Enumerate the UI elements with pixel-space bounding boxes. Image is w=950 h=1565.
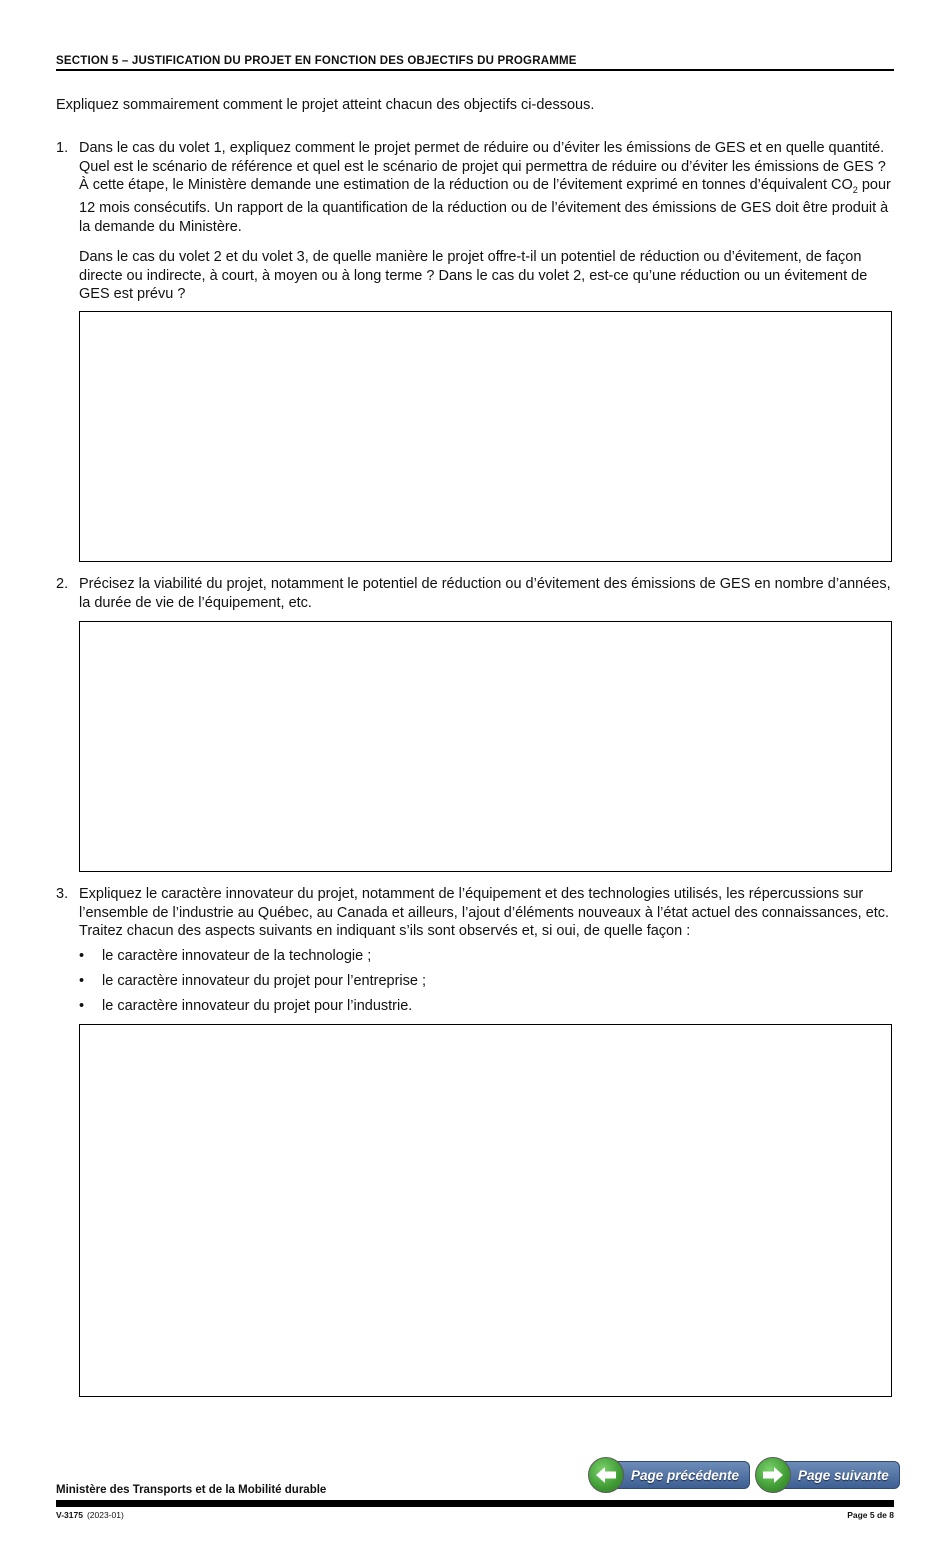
form-code: V-3175 (2023-01) bbox=[56, 1510, 124, 1520]
arrow-left-icon bbox=[588, 1457, 624, 1493]
answer-field-question-3[interactable] bbox=[79, 1024, 892, 1397]
footer-divider bbox=[56, 1500, 894, 1507]
next-page-button[interactable] bbox=[755, 1458, 900, 1492]
page-number: Page 5 de 8 bbox=[847, 1510, 894, 1520]
previous-page-button[interactable] bbox=[588, 1458, 750, 1492]
bullet-icon: • bbox=[79, 997, 85, 1014]
previous-page-label: Page précédente bbox=[606, 1461, 750, 1489]
question-3-aspect-list bbox=[79, 947, 896, 1016]
list-item: • le caractère innovateur de la technologie ; bbox=[79, 947, 372, 964]
bullet-icon: • bbox=[79, 972, 85, 989]
question-2-number: 2. bbox=[56, 576, 69, 592]
question-3-text: Expliquez le caractère innovateur du projet, notamment de l’équipement et des technologies utilisés, les répercussions sur l’ensemble de l’industrie au Québec, au Canada et ailleurs, l’ajout d’éléments nouveaux à l’état actuel des connaissances, etc. Traitez chacun des aspects suivants en indiquant s’ils sont observés et, si oui, de quelle façon : bbox=[79, 886, 890, 939]
question-3-number: 3. bbox=[56, 886, 69, 902]
intro-text: Expliquez sommairement comment le projet atteint chacun des objectifs ci-dessous. bbox=[56, 97, 595, 113]
question-2-text: Précisez la viabilité du projet, notamment le potentiel de réduction ou d’évitement des émissions de GES en nombre d’années, la durée de vie de l’équipement, etc. bbox=[79, 576, 891, 611]
question-1-paragraph-1: Dans le cas du volet 1, expliquez comment le projet permet de réduire ou d’éviter les émissions de GES et en quelle quantité. Quel est le scénario de référence et quel est le scénario de projet qui permettra de réduire ou d’éviter les émissions de GES ? À cette étape, le Ministère demande une estimation de la réduction ou de l’évitement exprimé en tonnes d’équivalent $CO_2$ pour 12 mois consécutifs. Un rapport de la quantification de la réduction ou de l’évitement des émissions de GES doit être produit à la demande du Ministère. bbox=[79, 140, 891, 235]
question-2 bbox=[56, 575, 896, 612]
next-page-label: Page suivante bbox=[773, 1461, 900, 1489]
answer-field-question-1[interactable] bbox=[79, 311, 892, 562]
list-item: • le caractère innovateur du projet pour l’entreprise ; bbox=[79, 972, 427, 989]
arrow-right-icon bbox=[755, 1457, 791, 1493]
question-3 bbox=[56, 885, 896, 1022]
section-title: SECTION 5 – JUSTIFICATION DU PROJET EN FONCTION DES OBJECTIFS DU PROGRAMME bbox=[56, 55, 894, 71]
answer-field-question-2[interactable] bbox=[79, 621, 892, 872]
bullet-icon: • bbox=[79, 947, 85, 964]
question-1-number: 1. bbox=[56, 140, 69, 156]
question-1-paragraph-2: Dans le cas du volet 2 et du volet 3, de quelle manière le projet offre-t-il un potentiel de réduction ou d’évitement, de façon directe ou indirecte, à court, à moyen ou à long terme ? Dans le cas du volet 2, est-ce qu’une réduction ou un évitement de GES est prévu ? bbox=[79, 249, 868, 303]
question-1 bbox=[56, 139, 896, 304]
list-item: • le caractère innovateur du projet pour l’industrie. bbox=[79, 997, 413, 1014]
ministry-name: Ministère des Transports et de la Mobilité durable bbox=[56, 1484, 327, 1496]
